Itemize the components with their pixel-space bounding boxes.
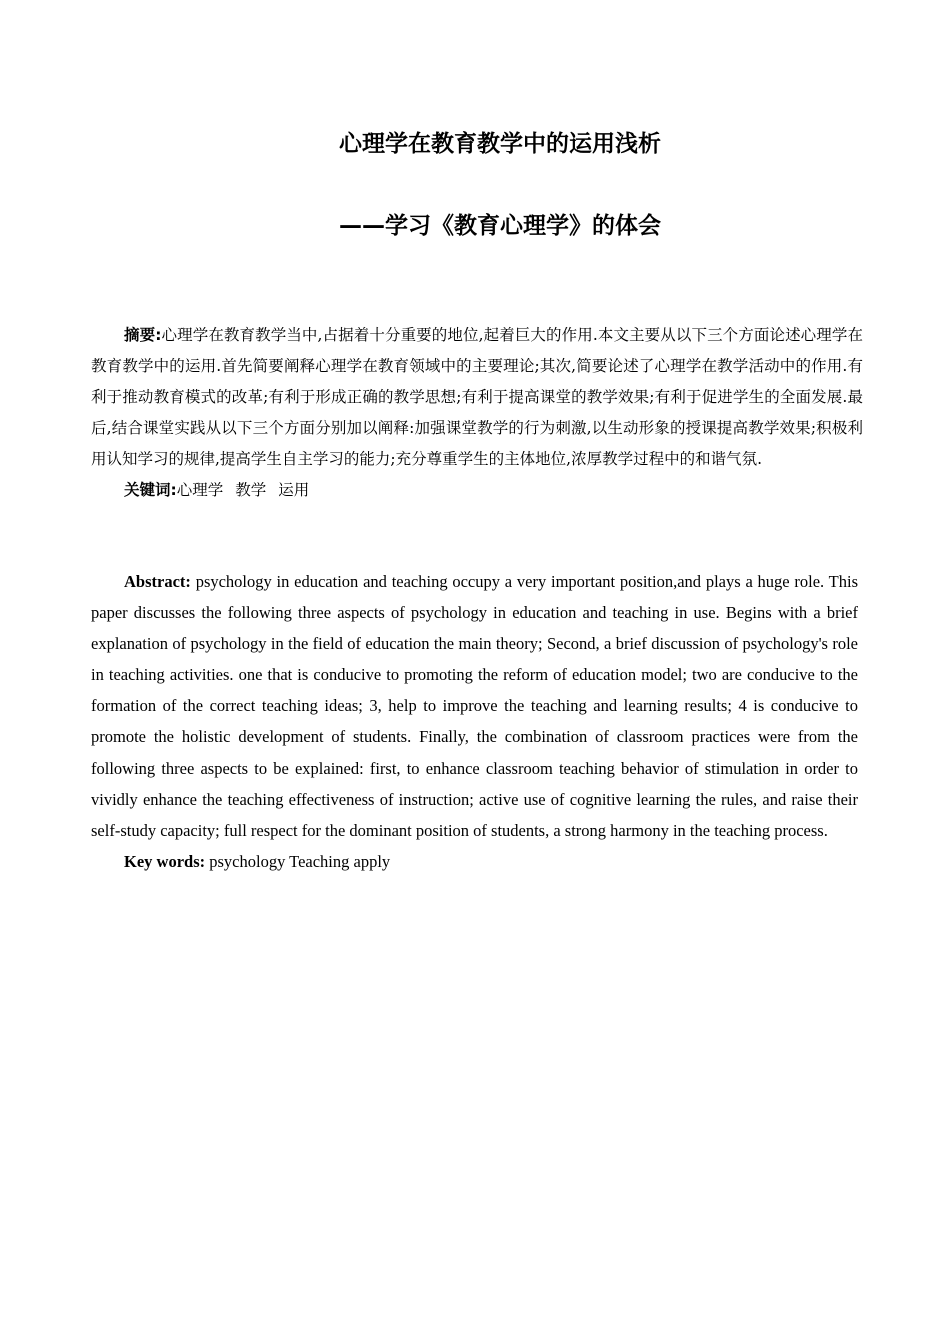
english-keywords-paragraph (91, 846, 858, 877)
english-keywords-text: psychology Teaching apply (209, 851, 391, 871)
english-keywords-label: Key words: (124, 851, 206, 871)
chinese-abstract-paragraph (91, 320, 863, 475)
chinese-abstract-label: 摘要: (124, 326, 162, 344)
chinese-keyword: 心理学 (176, 481, 224, 499)
document-subtitle: ——学习《教育心理学》的体会 (339, 213, 661, 239)
chinese-keywords-label: 关键词: (124, 481, 177, 499)
chinese-keyword: 运用 (278, 481, 310, 499)
chinese-keywords-paragraph (91, 475, 863, 506)
english-abstract-label: Abstract: (124, 572, 191, 591)
english-abstract-paragraph (91, 566, 858, 846)
document-title: 心理学在教育教学中的运用浅析 (339, 131, 661, 157)
chinese-abstract-text: 心理学在教育教学当中,占据着十分重要的地位,起着巨大的作用.本文主要从以下三个方面论述心理学在教育教学中的运用.首先简要阐释心理学在教育领域中的主要理论;其次,简要论述了心理学在教学活动中的作用.有利于推动教育模式的改革;有利于形成正确的教学思想;有利于提高课堂的教学效果;有利于促进学生的全面发展.最后,结合课堂实践从以下三个方面分别加以阐释:加强课堂教学的行为刺激,以生动形象的授课提高教学效果;积极利用认知学习的规律,提高学生自主学习的能力;充分尊重学生的主体地位,浓厚教学过程中的和谐气氛. (91, 326, 863, 468)
english-abstract-text: psychology in education and teaching occupy a very important position,and plays a huge role. This paper discusses the following three aspects of psychology in education and teaching in use. Begins with a brief explanation of psychology in the field of education the main theory; Second, a brief discussion of psychology's role in teaching activities. one that is conducive to promoting the reform of education model; two are conducive to the formation of the correct teaching ideas; 3, help to improve the teaching and learning results; 4 is conducive to promote the holistic development of students. Finally, the combination of classroom practices were from the following three aspects to be explained: first, to enhance classroom teaching behavior of stimulation in order to vividly enhance the teaching effectiveness of instruction; active use of cognitive learning the rules, and raise their self-study capacity; full respect for the dominant position of students, a strong harmony in the teaching process. (91, 572, 858, 840)
chinese-abstract-section (91, 320, 863, 506)
english-abstract-section (91, 566, 858, 877)
chinese-keyword: 教学 (235, 481, 267, 499)
